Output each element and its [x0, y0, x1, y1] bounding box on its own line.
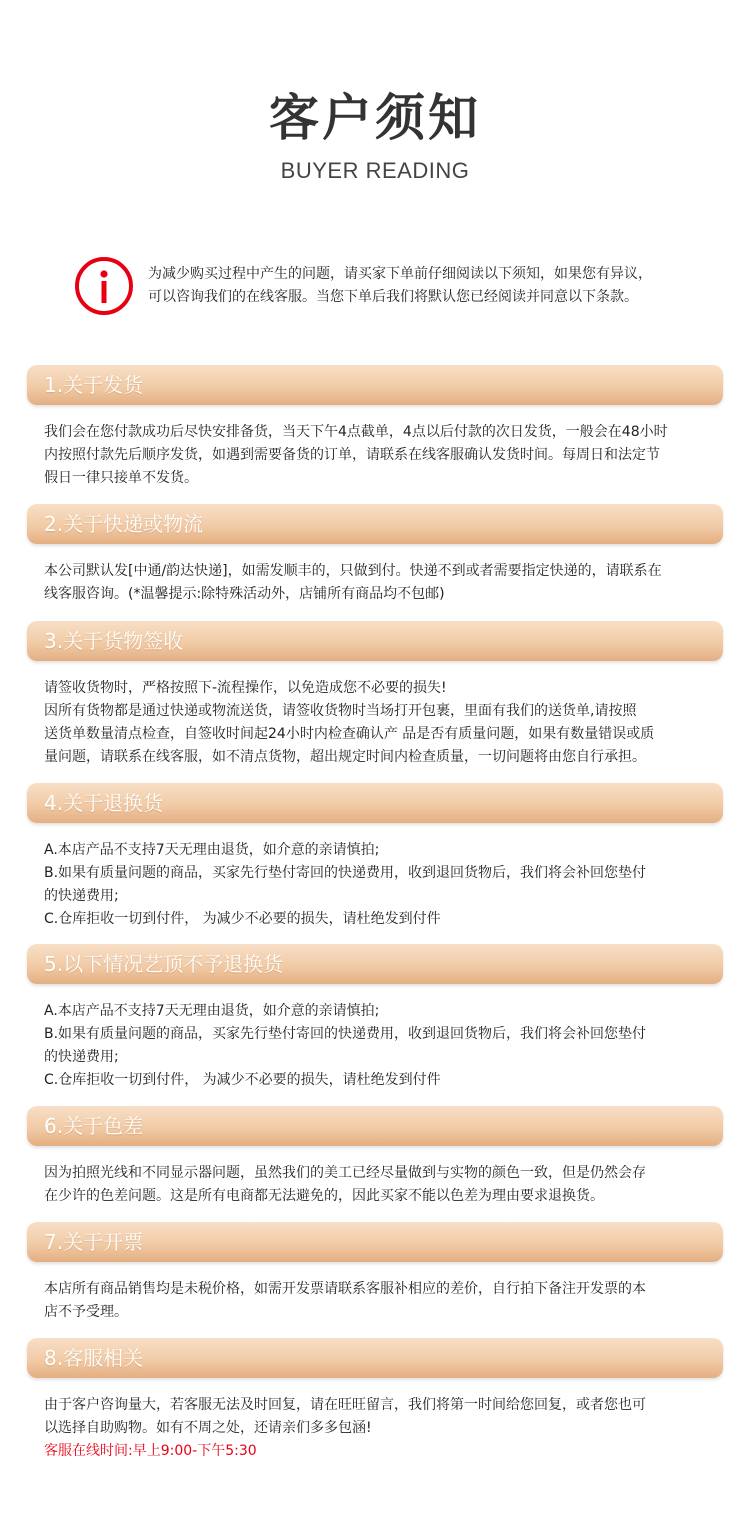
section-body: [44, 1162, 646, 1208]
section-header-bar: [27, 365, 723, 405]
body-line: 本公司默认发[中通/韵达快递]，如需发顺丰的，只做到付。快递不到或者需要指定快递的，请联系在: [44, 563, 662, 579]
body-line: 在少许的色差问题。这是所有电商都无法避免的，因此买家不能以色差为理由要求退换货。: [44, 1188, 604, 1204]
section-header: 2.关于快递或物流: [44, 512, 204, 536]
notice-text: [148, 263, 652, 309]
body-line: 请签收货物时，严格按照下-流程操作，以免造成您不必要的损失!: [44, 680, 447, 696]
body-line: B.如果有质量问题的商品，买家先行垫付寄回的快递费用，收到退回货物后，我们将会补回您垫付: [44, 865, 647, 881]
section-header-bar: [27, 783, 723, 823]
info-icon: [74, 256, 134, 316]
section-header: 1.关于发货: [44, 373, 144, 397]
body-line: A.本店产品不支持7天无理由退货，如介意的亲请慎拍;: [44, 842, 380, 858]
section-header: 8.客服相关: [44, 1346, 144, 1370]
body-line: B.如果有质量问题的商品，买家先行垫付寄回的快递费用，收到退回货物后，我们将会补回您垫付: [44, 1026, 647, 1042]
section-header-bar: [27, 1338, 723, 1378]
body-line: C.仓库拒收一切到付件， 为减少不必要的损失，请杜绝发到付件: [44, 1072, 441, 1088]
section-header: 6.关于色差: [44, 1114, 144, 1138]
body-line: 本店所有商品销售均是未税价格，如需开发票请联系客服补相应的差价，自行拍下备注开发票的本: [44, 1281, 646, 1297]
notice-line: 可以咨询我们的在线客服。当您下单后我们将默认您已经阅读并同意以下条款。: [148, 289, 638, 305]
section-body: [44, 1394, 646, 1463]
body-line: 因为拍照光线和不同显示器问题，虽然我们的美工已经尽量做到与实物的颜色一致，但是仍然会存: [44, 1165, 646, 1181]
body-line: 我们会在您付款成功后尽快安排备货，当天下午4点截单，4点以后付款的次日发货，一般会在48小时: [44, 424, 668, 440]
section-header: 3.关于货物签收: [44, 629, 184, 653]
body-line: C.仓库拒收一切到付件， 为减少不必要的损失，请杜绝发到付件: [44, 911, 441, 927]
section-header-bar: [27, 944, 723, 984]
section-header-bar: [27, 1222, 723, 1262]
service-hours: 客服在线时间:早上9:00-下午5:30: [44, 1443, 257, 1459]
section-body: [44, 677, 654, 769]
body-line: 线客服咨询。(*温馨提示:除特殊活动外，店铺所有商品均不包邮): [44, 586, 445, 602]
body-line: 内按照付款先后顺序发货，如遇到需要备货的订单，请联系在线客服确认发货时间。每周日和法定节: [44, 447, 660, 463]
section-body: [44, 1278, 646, 1324]
section-body: [44, 560, 662, 606]
section-header: 4.关于退换货: [44, 791, 164, 815]
body-line: 的快递费用;: [44, 888, 119, 904]
section-header-bar: [27, 621, 723, 661]
notice-line: 为减少购买过程中产生的问题，请买家下单前仔细阅读以下须知，如果您有异议，: [148, 266, 652, 282]
section-header: 5.以下情况艺顶不予退换货: [44, 952, 284, 976]
body-line: 送货单数量清点检查，自签收时间起24小时内检查确认产 品是否有质量问题，如果有数量错误或质: [44, 726, 655, 742]
body-line: 假日一律只接单不发货。: [44, 470, 198, 486]
section-body: [44, 839, 646, 931]
body-line: 因所有货物都是通过快递或物流送货，请签收货物时当场打开包裹，里面有我们的送货单,请按照: [44, 703, 637, 719]
body-line: A.本店产品不支持7天无理由退货，如介意的亲请慎拍;: [44, 1003, 380, 1019]
body-line: 以选择自助购物。如有不周之处，还请亲们多多包涵!: [44, 1420, 372, 1436]
section-header-bar: [27, 1106, 723, 1146]
body-line: 量问题，请联系在线客服，如不清点货物，超出规定时间内检查质量，一切问题将由您自行承担。: [44, 749, 646, 765]
page-title: 客户须知: [269, 89, 481, 147]
body-line: 由于客户咨询量大，若客服无法及时回复，请在旺旺留言，我们将第一时间给您回复，或者您也可: [44, 1397, 646, 1413]
body-line: 店不予受理。: [44, 1304, 128, 1320]
section-body: [44, 1000, 646, 1092]
section-header: 7.关于开票: [44, 1230, 144, 1254]
body-line: 的快递费用;: [44, 1049, 119, 1065]
section-header-bar: [27, 504, 723, 544]
section-body: [44, 421, 668, 490]
page-subtitle: BUYER READING: [280, 158, 470, 183]
